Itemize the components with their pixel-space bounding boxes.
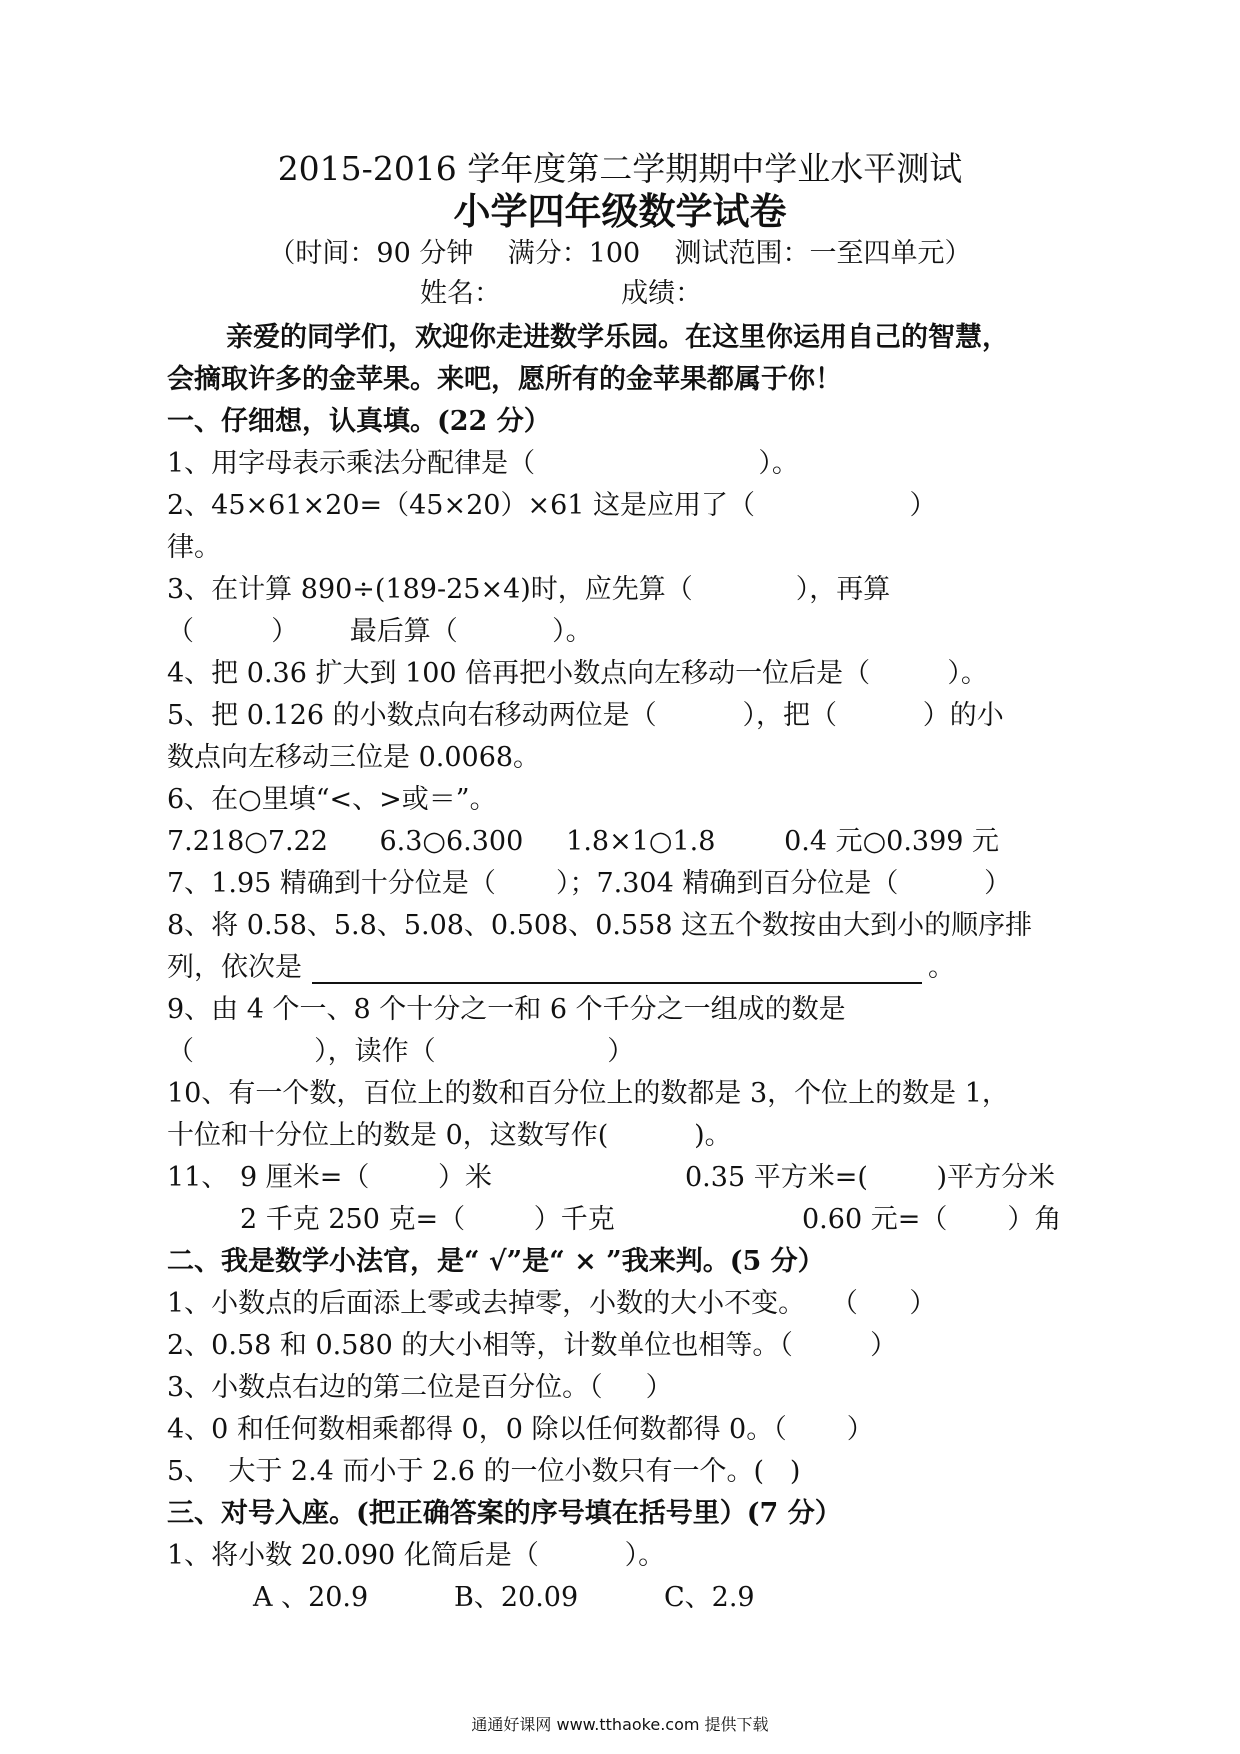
intro-line-2: 会摘取许多的金苹果。来吧，愿所有的金苹果都属于你！	[167, 364, 842, 395]
exam-title: 2015-2016 学年度第二学期期中学业水平测试	[277, 149, 963, 188]
s1-question-11b: 0.35 平方米=( )平方分米	[685, 1162, 1056, 1193]
footer-credit: 通通好课网 www.tthaoke.com 提供下载	[471, 1715, 769, 1734]
s1-question-9b: （ ），读作（ ）	[167, 1036, 635, 1067]
section-1-heading: 一、仔细想，认真填。(22 分）	[167, 406, 551, 437]
s2-question-4: 4、0 和任何数相乘都得 0，0 除以任何数都得 0。（ ）	[167, 1414, 874, 1445]
s2-question-2: 2、0.58 和 0.580 的大小相等，计数单位也相等。（ ）	[167, 1330, 898, 1361]
s1-question-11-label: 11、	[167, 1162, 229, 1193]
exam-info: （时间：90 分钟 满分：100 测试范围：一至四单元）	[268, 238, 972, 269]
s1-question-2b: 律。	[167, 532, 221, 563]
s1-question-8b-suffix: 。	[928, 952, 955, 983]
s1-question-11a: 9 厘米=（ ）米	[240, 1162, 493, 1193]
s1-question-11d: 0.60 元=（ ）角	[802, 1204, 1062, 1235]
s1-question-2a: 2、45×61×20=（45×20）×61 这是应用了（ ）	[167, 490, 937, 521]
s1-question-9a: 9、由 4 个一、8 个十分之一和 6 个千分之一组成的数是	[167, 994, 846, 1025]
s3-question-1: 1、将小数 20.090 化简后是（ ）。	[167, 1540, 666, 1571]
s1-question-7: 7、1.95 精确到十分位是（ ）；7.304 精确到百分位是（ ）	[167, 868, 1012, 899]
s1-question-3a: 3、在计算 890÷(189-25×4)时，应先算（ ），再算	[167, 574, 891, 605]
s2-question-1: 1、小数点的后面添上零或去掉零，小数的大小不变。 （ ）	[167, 1288, 937, 1319]
s2-question-5: 5、 大于 2.4 而小于 2.6 的一位小数只有一个。( )	[167, 1456, 801, 1487]
s1-question-10a: 10、有一个数，百位上的数和百分位上的数都是 3，个位上的数是 1，	[167, 1078, 1009, 1109]
s1-question-3b: （ ） 最后算（ ）。	[167, 616, 593, 647]
intro-line-1: 亲爱的同学们，欢迎你走进数学乐园。在这里你运用自己的智慧，	[226, 322, 1009, 353]
name-score-line: 姓名： 成绩：	[420, 278, 703, 309]
s3-question-1-options: A 、20.9 B、20.09 C、2.9	[253, 1582, 755, 1613]
s1-question-1: 1、用字母表示乘法分配律是（ ）。	[167, 448, 799, 479]
s1-question-8a: 8、将 0.58、5.8、5.08、0.508、0.558 这五个数按由大到小的顺序排	[167, 910, 1033, 941]
s1-question-10b: 十位和十分位上的数是 0，这数写作( )。	[167, 1120, 732, 1151]
s2-question-3: 3、小数点右边的第二位是百分位。（ ）	[167, 1372, 673, 1403]
exam-subtitle: 小学四年级数学试卷	[453, 189, 787, 233]
s1-question-6a: 6、在○里填“<、>或＝”。	[167, 784, 497, 815]
section-2-heading: 二、我是数学小法官，是“ √”是“ × ”我来判。(5 分）	[167, 1246, 825, 1277]
s1-question-4: 4、把 0.36 扩大到 100 倍再把小数点向左移动一位后是（ ）。	[167, 658, 988, 689]
s1-question-5a: 5、把 0.126 的小数点向右移动两位是（ ），把（ ）的小	[167, 700, 1004, 731]
s1-question-5b: 数点向左移动三位是 0.0068。	[167, 742, 541, 773]
answer-underline	[312, 982, 922, 984]
section-3-heading: 三、对号入座。(把正确答案的序号填在括号里）(7 分）	[167, 1498, 842, 1529]
s1-question-8b-prefix: 列，依次是	[167, 952, 302, 983]
s1-question-11c: 2 千克 250 克=（ ）千克	[240, 1204, 615, 1235]
s1-question-6b: 7.218○7.22 6.3○6.300 1.8×1○1.8 0.4 元○0.399 元	[167, 826, 1000, 857]
